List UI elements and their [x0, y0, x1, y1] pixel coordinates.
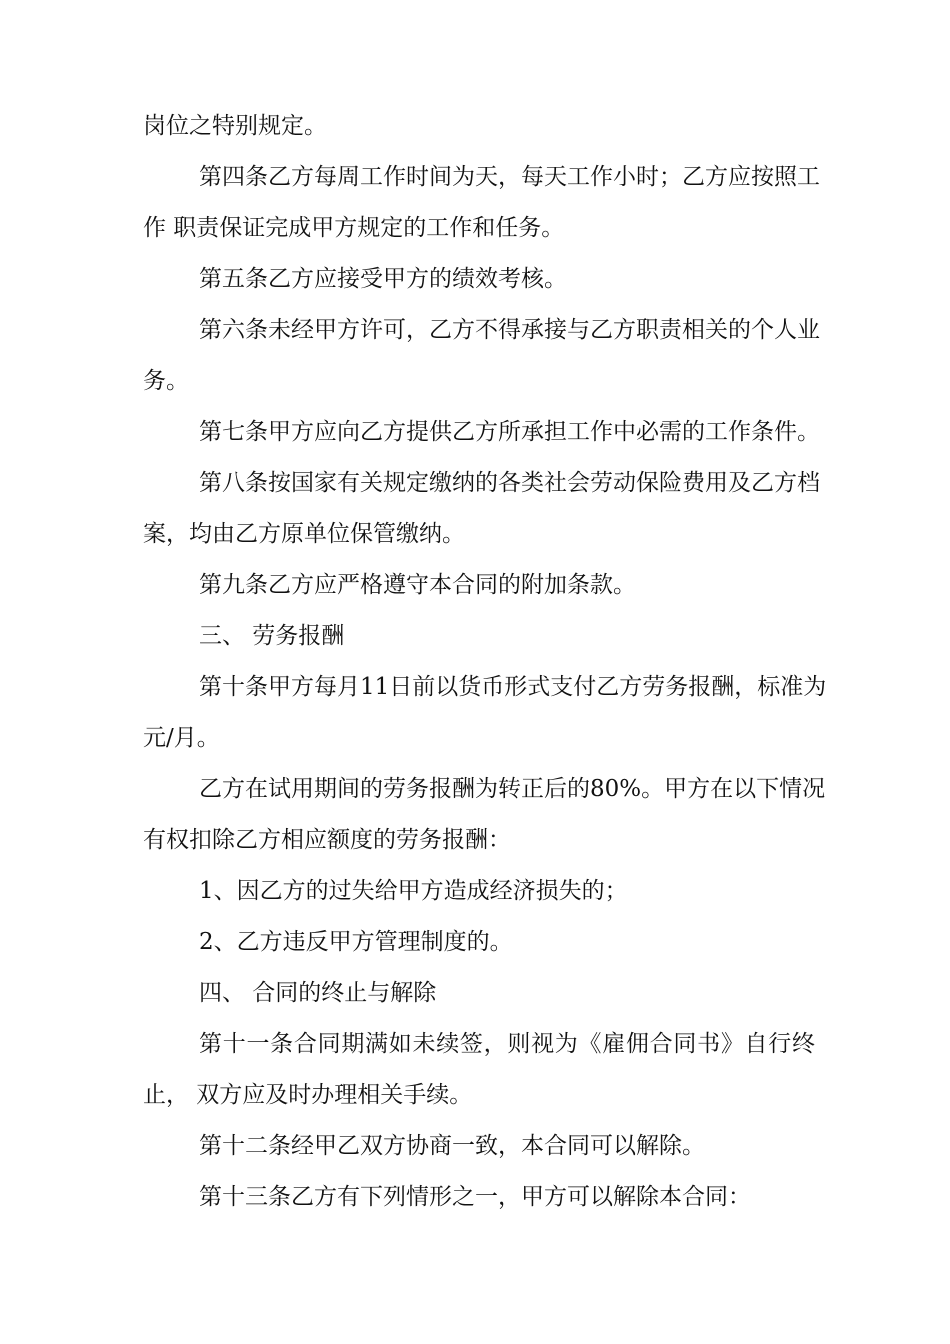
text-line: 有权扣除乙方相应额度的劳务报酬：: [143, 827, 511, 853]
text-line: 第五条乙方应接受甲方的绩效考核。: [199, 266, 567, 292]
text-line: 第七条甲方应向乙方提供乙方所承担工作中必需的工作条件。: [199, 419, 820, 445]
text-line: 乙方在试用期间的劳务报酬为转正后的80%。甲方在以下情况: [199, 776, 826, 802]
text-line: 岗位之特别规定。: [143, 113, 327, 139]
text-line: 第八条按国家有关规定缴纳的各类社会劳动保险费用及乙方档: [199, 470, 820, 496]
text-line: 第十条甲方每月11日前以货币形式支付乙方劳务报酬，标准为: [199, 674, 827, 700]
text-line: 第四条乙方每周工作时间为天，每天工作小时；乙方应按照工: [199, 164, 820, 190]
text-line: 元/月。: [143, 725, 220, 751]
list-item: 1、因乙方的过失给甲方造成经济损失的；: [199, 878, 628, 904]
section-heading: 三、 劳务报酬: [199, 623, 345, 649]
text-line: 第十三条乙方有下列情形之一，甲方可以解除本合同：: [199, 1184, 751, 1210]
text-line: 第九条乙方应严格遵守本合同的附加条款。: [199, 572, 636, 598]
text-line: 第十一条合同期满如未续签，则视为《雇佣合同书》自行终: [199, 1031, 815, 1057]
text-line: 第十二条经甲乙双方协商一致，本合同可以解除。: [199, 1133, 705, 1159]
text-line: 务。: [143, 368, 189, 394]
text-line: 作 职责保证完成甲方规定的工作和任务。: [143, 215, 565, 241]
text-line: 案，均由乙方原单位保管缴纳。: [143, 521, 465, 547]
text-line: 止， 双方应及时办理相关手续。: [143, 1082, 473, 1108]
list-item: 2、乙方违反甲方管理制度的。: [199, 929, 513, 955]
section-heading: 四、 合同的终止与解除: [199, 980, 437, 1006]
text-line: 第六条未经甲方许可，乙方不得承接与乙方职责相关的个人业: [199, 317, 820, 343]
